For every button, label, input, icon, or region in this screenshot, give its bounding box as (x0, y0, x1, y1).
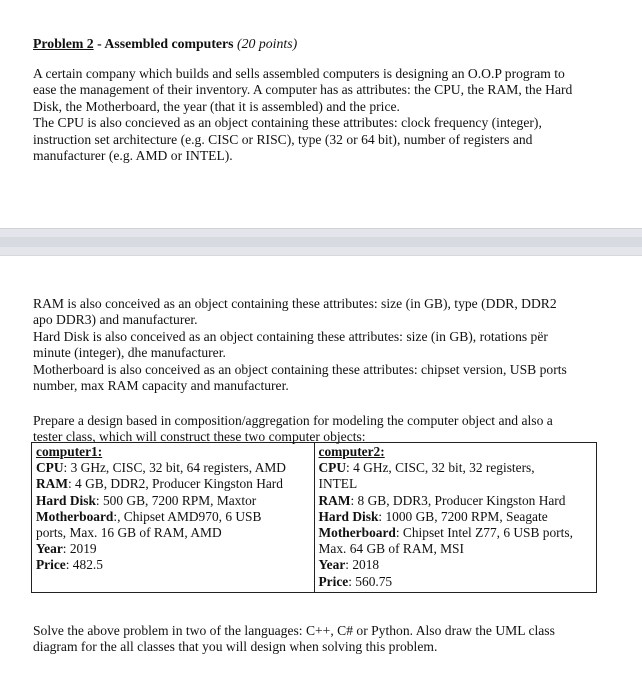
task-line: Prepare a design based in composition/aggregation for modeling the computer object and also a (33, 413, 553, 428)
computer2-hdd (319, 509, 594, 525)
year-value: : 2018 (345, 557, 380, 573)
motherboard-label: Motherboard (36, 508, 114, 524)
components-line: Motherboard is also conceived as an object containing these attributes: chipset version, USB ports (33, 361, 567, 377)
components-line: apo DDR3) and manufacturer. (33, 312, 198, 328)
year-value: : 2019 (62, 541, 97, 557)
computer2-cpu-cont: INTEL (318, 476, 358, 492)
page-break-band (0, 237, 642, 247)
hdd-label: Hard Disk (318, 508, 379, 524)
components-line: RAM is also conceived as an object containing these attributes: size (in GB), type (DDR, DDR2 (33, 296, 557, 311)
intro-line: A certain company which builds and sells assembled computers is designing an O.O.P program to (33, 66, 565, 81)
page-break-divider (0, 228, 642, 256)
computer2-cell (314, 443, 597, 593)
intro-paragraph (33, 66, 601, 164)
closing-paragraph (33, 623, 601, 656)
closing-line: diagram for the all classes that you will design when solving this problem. (33, 639, 438, 655)
year-label: Year (318, 557, 346, 573)
ram-label: RAM (318, 492, 351, 508)
computer2-cpu (319, 460, 594, 476)
computer1-cpu (36, 460, 311, 476)
motherboard-value: :, Chipset AMD970, 6 USB (113, 508, 262, 524)
intro-line: ease the management of their inventory. A computer has as attributes: the CPU, the RAM, the Hard (33, 82, 573, 98)
computer2-motherboard (319, 525, 594, 541)
cpu-label: CPU (318, 460, 347, 476)
computer2-ram (319, 493, 594, 509)
price-label: Price (318, 573, 349, 589)
problem-title (33, 36, 601, 52)
components-line: Hard Disk is also conceived as an object containing these attributes: size (in GB), rotations për (33, 328, 548, 344)
motherboard-value: : Chipset Intel Z77, 6 USB ports, (395, 525, 573, 541)
closing-line: Solve the above problem in two of the languages: C++, C# or Python. Also draw the UML class (33, 623, 555, 638)
computer1-header: computer1: (36, 444, 103, 459)
year-label: Year (36, 541, 63, 557)
task-line: tester class, which will construct these two computer objects: (33, 429, 366, 445)
ram-value: : 4 GB, DDR2, Producer Kingston Hard (67, 476, 283, 492)
intro-line: instruction set architecture (e.g. CISC or RISC), type (32 or 64 bit), number of registers and (33, 131, 533, 147)
components-line: number, max RAM capacity and manufacturer. (33, 378, 289, 394)
intro-line: manufacturer (e.g. AMD or INTEL). (33, 148, 233, 164)
components-line: minute (integer), dhe manufacturer. (33, 345, 226, 361)
price-value: : 482.5 (65, 557, 103, 573)
computer1-price (36, 557, 311, 573)
computer2-year (319, 557, 594, 573)
computer2-price (319, 574, 594, 590)
price-label: Price (36, 557, 66, 573)
problem-heading: - Assembled computers (93, 36, 237, 51)
motherboard-label: Motherboard (318, 525, 396, 541)
cpu-value: : 4 GHz, CISC, 32 bit, 32 registers, (346, 460, 535, 476)
computer2-motherboard-cont: Max. 64 GB of RAM, MSI (318, 541, 464, 557)
intro-line: Disk, the Motherboard, the year (that it is assembled) and the price. (33, 98, 400, 114)
computer1-motherboard-cont: ports, Max. 16 GB of RAM, AMD (36, 525, 222, 541)
problem-number: Problem 2 (33, 36, 94, 51)
components-paragraph (33, 296, 601, 394)
table-row (32, 443, 597, 593)
computer1-year (36, 541, 311, 557)
computers-table (31, 442, 597, 593)
computer1-ram (36, 476, 311, 492)
hdd-value: : 1000 GB, 7200 RPM, Seagate (378, 508, 548, 524)
computer1-motherboard (36, 509, 311, 525)
cpu-value: : 3 GHz, CISC, 32 bit, 64 registers, AMD (63, 460, 286, 476)
ram-label: RAM (36, 476, 68, 492)
task-paragraph (33, 413, 601, 446)
ram-value: : 8 GB, DDR3, Producer Kingston Hard (350, 492, 566, 508)
hdd-label: Hard Disk (36, 492, 96, 508)
computer1-hdd (36, 493, 311, 509)
intro-line: The CPU is also concieved as an object containing these attributes: clock frequency (integer), (33, 115, 542, 131)
computer1-cell (32, 443, 315, 593)
computer2-header: computer2: (318, 444, 385, 459)
price-value: : 560.75 (348, 573, 393, 589)
cpu-label: CPU (36, 460, 64, 476)
problem-points: (20 points) (237, 36, 298, 51)
hdd-value: : 500 GB, 7200 RPM, Maxtor (95, 492, 257, 508)
